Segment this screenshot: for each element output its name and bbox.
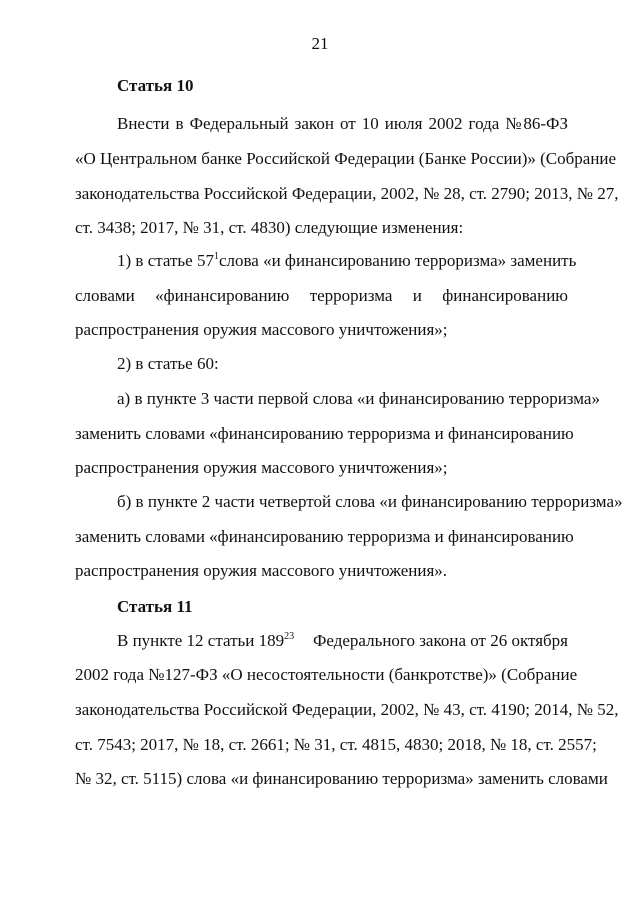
article-10-item-1-line-2: словами «финансированию терроризма и финансированию: [75, 286, 568, 305]
article-10-line-3: законодательства Российской Федерации, 2002, № 28, ст. 2790; 2013, № 27,: [75, 184, 619, 203]
article-10-item-2b-line-1: б) в пункте 2 части четвертой слова «и финансированию терроризма»: [117, 492, 623, 511]
article-10-line-4: ст. 3438; 2017, № 31, ст. 4830) следующие изменения:: [75, 218, 464, 237]
article-11-heading: Статья 11: [117, 597, 193, 616]
article-11-line-2: 2002 года №127-ФЗ «О несостоятельности (банкротстве)» (Собрание: [75, 665, 578, 684]
article-10-item-2b-line-2: заменить словами «финансированию терроризма и финансированию: [75, 527, 574, 546]
page-number: 21: [311, 34, 329, 53]
article-10-line-2: «О Центральном банке Российской Федерации (Банке России)» (Собрание: [75, 149, 617, 168]
article-10-item-1-line-3: распространения оружия массового уничтожения»;: [75, 320, 448, 339]
article-10-item-2b-line-3: распространения оружия массового уничтожения».: [75, 561, 448, 580]
article-11-line-1: [117, 631, 568, 651]
article-11-prefix: В пункте 12 статьи $189^{23}$: [117, 631, 295, 650]
article-10-item-2a-line-1: а) в пункте 3 части первой слова «и финансированию терроризма»: [117, 389, 600, 408]
article-10-item-2a-line-3: распространения оружия массового уничтожения»;: [75, 458, 448, 477]
article-10-item-2a-line-2: заменить словами «финансированию терроризма и финансированию: [75, 424, 574, 443]
article-11-line-4: ст. 7543; 2017, № 18, ст. 2661; № 31, ст. 4815, 4830; 2018, № 18, ст. 2557;: [75, 735, 597, 754]
article-10-item-2: 2) в статье 60:: [117, 354, 219, 373]
article-11-line-5: № 32, ст. 5115) слова «и финансированию терроризма» заменить словами: [75, 769, 608, 788]
superscript: 1: [213, 251, 219, 262]
article-11-rest: Федерального закона от 26 октября: [312, 631, 568, 650]
article-11-line-3: законодательства Российской Федерации, 2002, № 43, ст. 4190; 2014, № 52,: [75, 700, 619, 719]
item-1-rest: слова «и финансированию терроризма» заменить: [218, 251, 577, 270]
superscript: 23: [284, 631, 295, 642]
article-10-heading: Статья 10: [117, 76, 194, 95]
article-10-item-1-line-1: [117, 251, 577, 271]
article-10-line-1: Внести в Федеральный закон от 10 июля 2002 года №86-ФЗ: [117, 114, 568, 133]
item-1-prefix: 1) в статье $57^1$: [117, 251, 219, 270]
